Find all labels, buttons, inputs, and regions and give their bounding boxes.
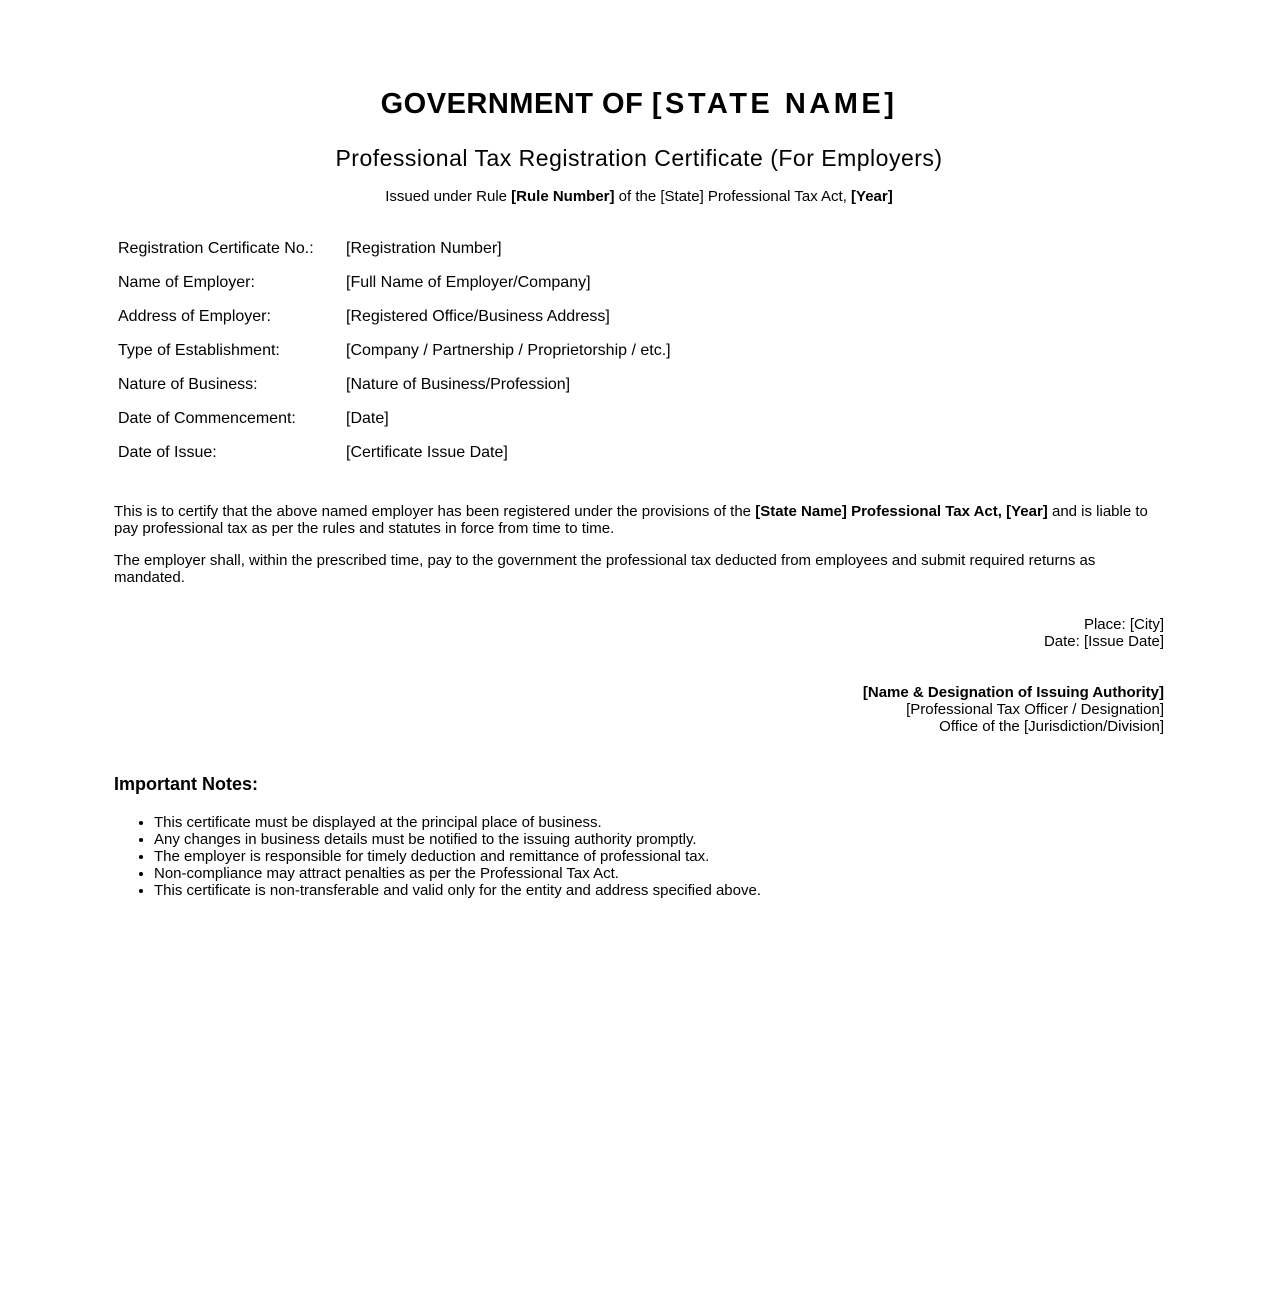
detail-row-issue-date bbox=[118, 444, 671, 478]
detail-value: [Registered Office/Business Address] bbox=[346, 308, 610, 325]
detail-label: Nature of Business: bbox=[118, 376, 258, 393]
detail-label: Address of Employer: bbox=[118, 308, 271, 325]
obligation-paragraph: The employer shall, within the prescribed time, pay to the government the professional tax deducted from employees and submit required returns as mandated. bbox=[114, 552, 1096, 586]
detail-row-business-nature bbox=[118, 376, 671, 410]
details-table bbox=[118, 240, 671, 478]
list-item: • Any changes in business details must be notified to the issuing authority promptly. bbox=[154, 831, 761, 848]
title-state: [STATE NAME] bbox=[651, 88, 898, 120]
issued-under-line bbox=[0, 188, 1278, 205]
detail-row-employer-address bbox=[118, 308, 671, 342]
notes-heading: Important Notes: bbox=[114, 774, 258, 794]
list-item: • Non-compliance may attract penalties as per the Professional Tax Act. bbox=[154, 865, 761, 882]
certificate-subtitle: Professional Tax Registration Certificate (For Employers) bbox=[335, 145, 943, 171]
detail-label: Date of Issue: bbox=[118, 444, 217, 461]
issuing-authority-block bbox=[863, 684, 1164, 735]
date-line: Date: [Issue Date] bbox=[1043, 633, 1164, 650]
place-date-block bbox=[1044, 616, 1164, 650]
page-title bbox=[0, 88, 1278, 121]
detail-row-commencement-date bbox=[118, 410, 671, 444]
notes-list bbox=[114, 814, 761, 899]
authority-office: Office of the [Jurisdiction/Division] bbox=[939, 718, 1164, 735]
act-reference: [State Name] Professional Tax Act, [Year] bbox=[755, 503, 1048, 520]
issued-text-1: Issued under Rule bbox=[385, 188, 512, 205]
title-prefix: GOVERNMENT OF bbox=[380, 88, 652, 120]
detail-value: [Nature of Business/Profession] bbox=[346, 376, 571, 393]
rule-number: [Rule Number] bbox=[511, 188, 615, 205]
issued-text-2: of the [State] Professional Tax Act, bbox=[614, 188, 852, 205]
place-line: Place: [City] bbox=[1083, 616, 1164, 633]
detail-label: Type of Establishment: bbox=[118, 342, 280, 359]
list-item: • This certificate must be displayed at the principal place of business. bbox=[154, 814, 761, 831]
detail-value: [Registration Number] bbox=[346, 240, 502, 257]
certification-text-end: and is liable to pay professional tax as per the rules and statutes in force from time to time. bbox=[114, 503, 1148, 537]
detail-value: [Certificate Issue Date] bbox=[346, 444, 508, 461]
list-item: • This certificate is non-transferable and valid only for the entity and address specified above. bbox=[154, 882, 761, 899]
detail-label: Registration Certificate No.: bbox=[118, 240, 314, 257]
detail-row-employer-name bbox=[118, 274, 671, 308]
detail-row-establishment-type bbox=[118, 342, 671, 376]
detail-value: [Full Name of Employer/Company] bbox=[346, 274, 591, 291]
authority-officer: [Professional Tax Officer / Designation] bbox=[906, 701, 1164, 718]
certification-paragraph bbox=[114, 503, 1164, 537]
detail-row-registration-number bbox=[118, 240, 671, 274]
list-item: • The employer is responsible for timely deduction and remittance of professional tax. bbox=[154, 848, 761, 865]
certification-text-start: This is to certify that the above named employer has been registered under the provisions of the bbox=[114, 503, 756, 520]
act-year: [Year] bbox=[851, 188, 893, 205]
authority-name: [Name & Designation of Issuing Authority] bbox=[862, 684, 1164, 701]
detail-value: [Company / Partnership / Proprietorship / etc.] bbox=[346, 342, 671, 359]
detail-label: Date of Commencement: bbox=[118, 410, 296, 427]
detail-label: Name of Employer: bbox=[118, 274, 255, 291]
detail-value: [Date] bbox=[346, 410, 389, 427]
